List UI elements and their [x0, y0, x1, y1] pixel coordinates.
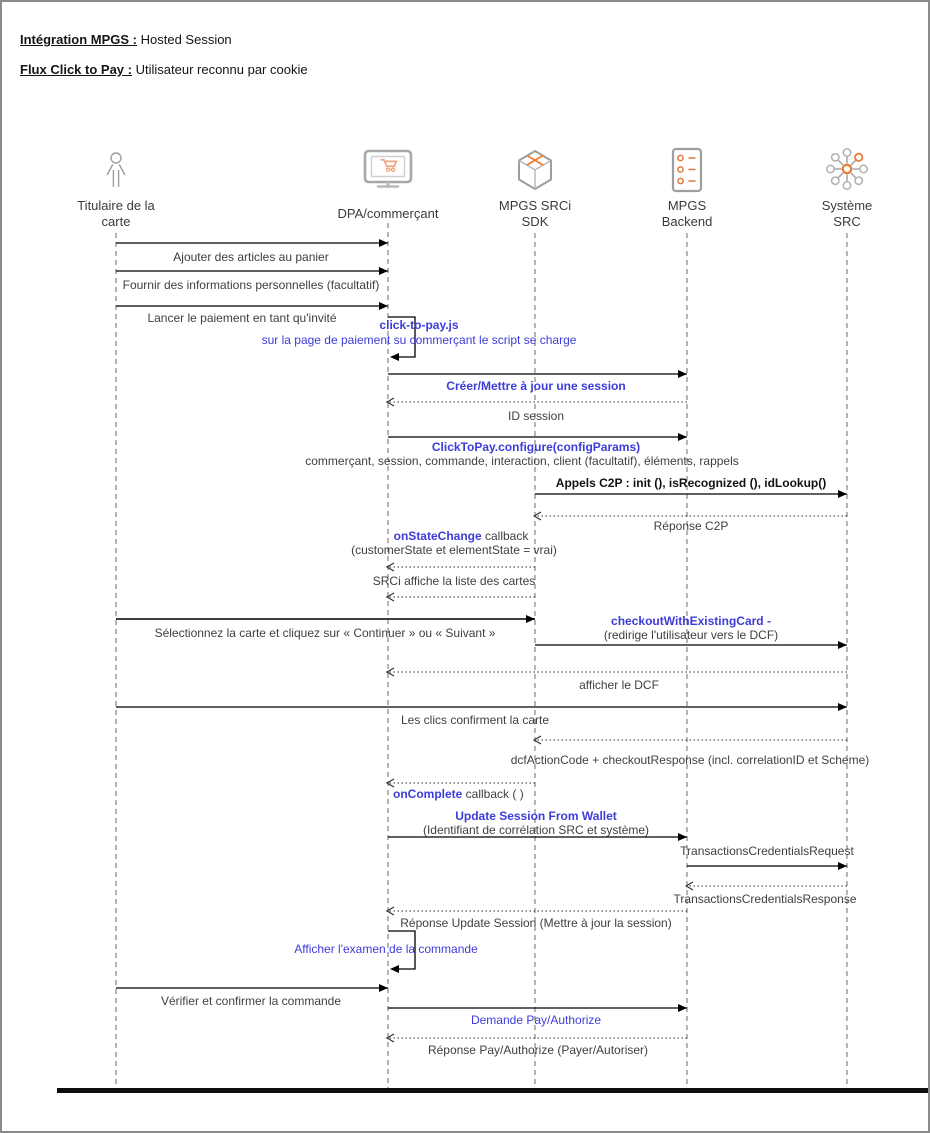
message-label: TransactionsCredentialsResponse	[673, 892, 857, 906]
diagram-end-line	[57, 1088, 930, 1093]
message-label: (Identifiant de corrélation SRC et système)	[422, 823, 650, 837]
message-label: Réponse C2P	[653, 519, 729, 533]
message-label: Créer/Mettre à jour une session	[446, 379, 626, 393]
arrowhead	[379, 239, 388, 247]
actor-label-cardholder: Titulaire de la carte	[77, 198, 155, 229]
actor-label-merchant: DPA/commerçant	[337, 206, 439, 221]
person-icon	[107, 153, 125, 187]
arrowhead	[678, 833, 687, 841]
message-label: afficher le DCF	[579, 678, 659, 692]
message-label: dcfActionCode + checkoutResponse (incl. correlationID et Scheme)	[510, 753, 870, 767]
arrowhead	[526, 615, 535, 623]
network-hub-icon	[827, 149, 867, 189]
message-label: commerçant, session, commande, interaction, client (facultatif), éléments, rappels	[305, 454, 739, 468]
monitor-cart-icon	[365, 151, 411, 187]
message-label: Update Session From Wallet	[455, 809, 617, 823]
package-icon	[519, 151, 551, 189]
message-label: checkoutWithExistingCard -	[611, 614, 771, 628]
message-label: onStateChange callback	[393, 529, 529, 543]
doc-title-label: Intégration MPGS :	[20, 32, 137, 47]
arrowhead	[390, 353, 399, 361]
arrowhead	[838, 490, 847, 498]
actor-label-backend: MPGS Backend	[661, 198, 713, 229]
message-label: Réponse Update Session (Mettre à jour la session)	[400, 916, 672, 930]
message-label: (customerState et elementState = vrai)	[351, 543, 557, 557]
message-label: ID session	[507, 409, 565, 423]
message-label: Sélectionnez la carte et cliquez sur « Continuer » ou « Suivant »	[154, 626, 496, 640]
message-label: SRCi affiche la liste des cartes	[372, 574, 536, 588]
message-label: Afficher l'examen de la commande	[294, 942, 478, 956]
message-label: (redirige l'utilisateur vers le DCF)	[603, 628, 779, 642]
message-label: Appels C2P : init (), isRecognized (), idLookup()	[555, 476, 827, 490]
message-label: Ajouter des articles au panier	[173, 250, 329, 264]
message-label: Lancer le paiement en tant qu'invité	[147, 311, 337, 325]
arrowhead	[838, 703, 847, 711]
actor-label-src-system: Système SRC	[821, 198, 873, 229]
arrowhead	[678, 370, 687, 378]
arrowhead	[390, 965, 399, 973]
arrowhead	[379, 984, 388, 992]
message-label: sur la page de paiement su commerçant le script se charge	[261, 333, 577, 347]
message-label: Fournir des informations personnelles (facultatif)	[122, 278, 380, 292]
message-label: Réponse Pay/Authorize (Payer/Autoriser)	[427, 1043, 649, 1057]
doc-title-value: Hosted Session	[137, 32, 232, 47]
diagram-canvas	[2, 2, 930, 1133]
arrowhead	[838, 641, 847, 649]
message-label: ClickToPay.configure(configParams)	[431, 440, 641, 454]
doc-subtitle-value: Utilisateur reconnu par cookie	[131, 62, 308, 77]
message-label: Demande Pay/Authorize	[470, 1013, 602, 1027]
message-label: TransactionsCredentialsRequest	[680, 844, 854, 858]
message-label: onComplete callback ( )	[393, 787, 524, 801]
arrowhead	[838, 862, 847, 870]
arrowhead	[379, 302, 388, 310]
doc-subtitle-label: Flux Click to Pay :	[20, 62, 132, 77]
message-label: Vérifier et confirmer la commande	[160, 994, 342, 1008]
message-label: Les clics confirment la carte	[400, 713, 550, 727]
server-icon	[673, 149, 701, 191]
arrowhead	[678, 1004, 687, 1012]
message-label: click-to-pay.js	[379, 318, 459, 332]
arrowhead	[678, 433, 687, 441]
arrowhead	[379, 267, 388, 275]
actor-label-srci-sdk: MPGS SRCi SDK	[498, 198, 572, 229]
